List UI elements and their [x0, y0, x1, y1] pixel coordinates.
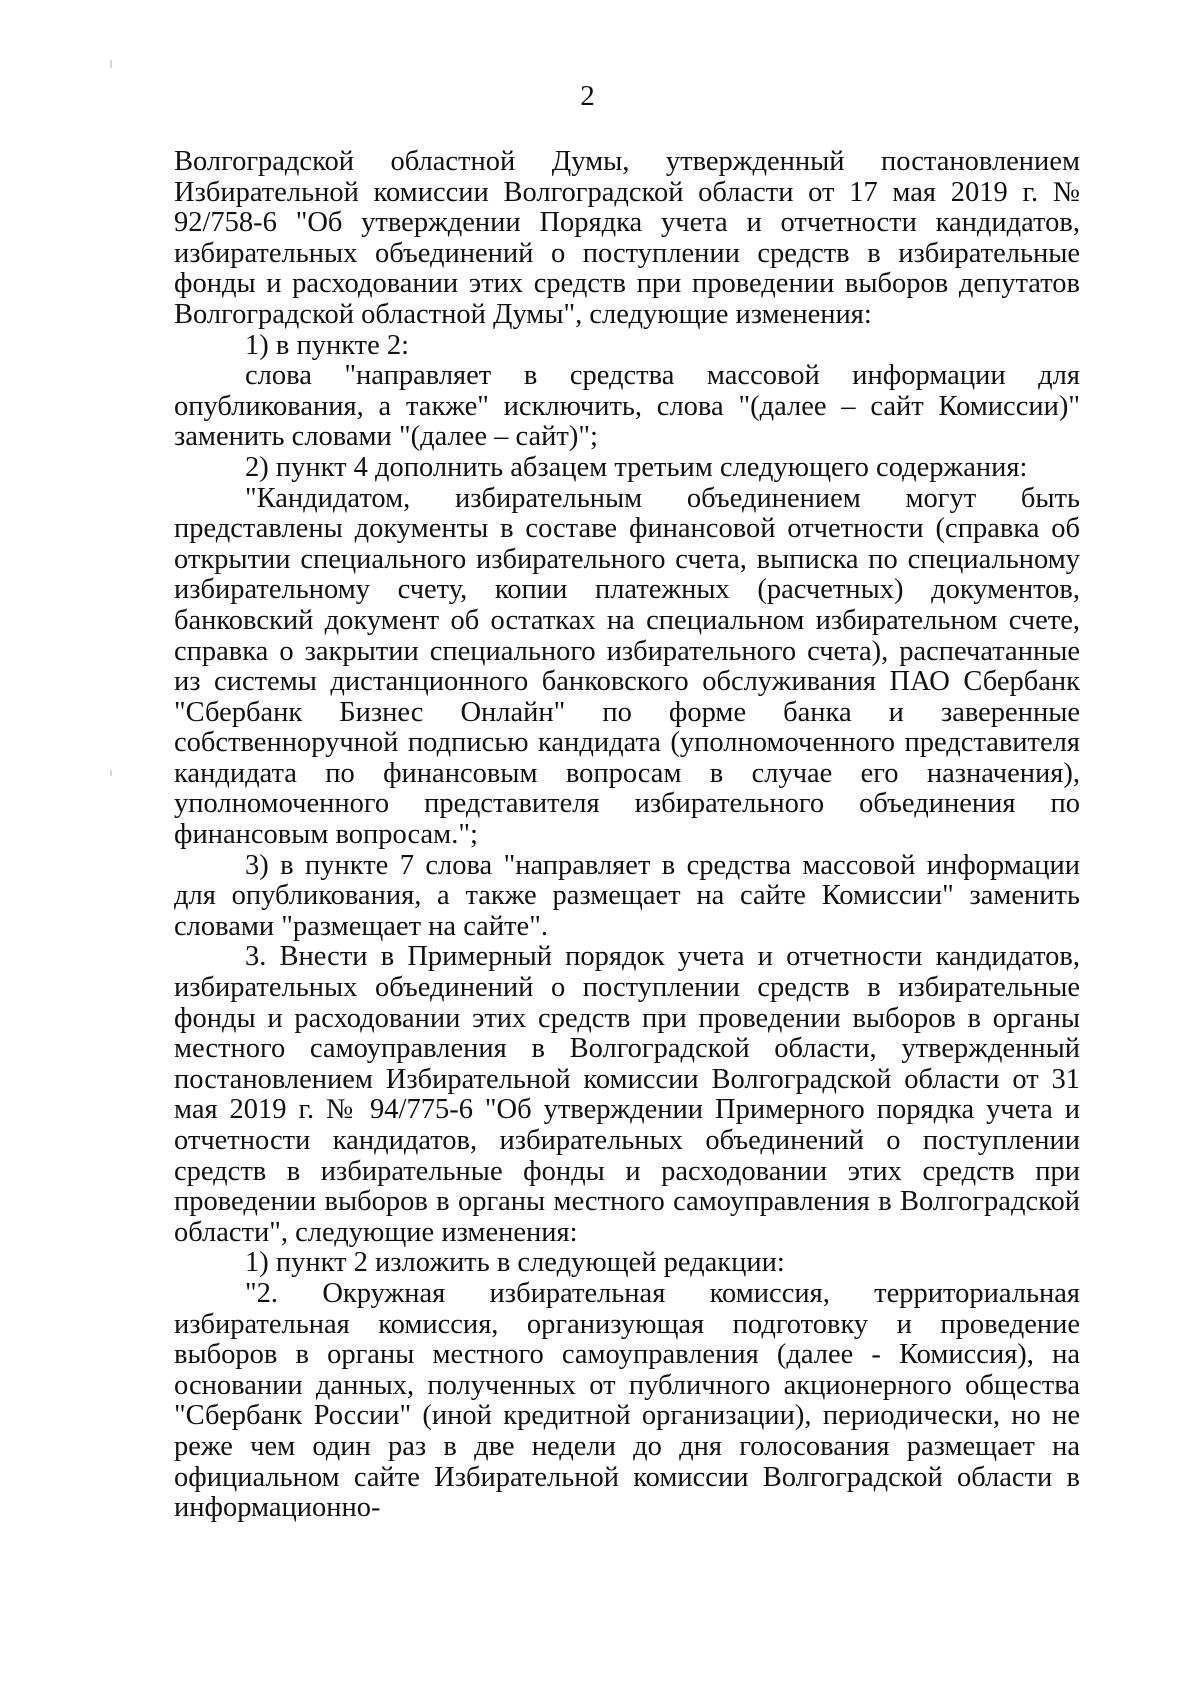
paragraph-item-2: 2) пункт 4 дополнить абзацем третьим следующего содержания: — [245, 451, 1028, 483]
paragraph-item-2-text: "Кандидатом, избирательным объединением могут быть представлены документы в составе финансовой отчетности (справка об открытии специального избирательного счета, выписка по специальному избирательному счету, копии платежных (расчетных) документов, банковский документ об остатках на специальном избирательном счете, справка о закрытии специального избирательного счета), распечатанные из системы дистанционного банковского обслуживания ПАО Сбербанк "Сбербанк Бизнес Онлайн" по форме банка и заверенные собственноручной подписью кандидата (уполномоченного представителя кандидата по финансовым вопросам в случае его назначения), уполномоченного представителя избирательного объединения по финансовым вопросам."; — [174, 482, 1080, 851]
paragraph-item-1: 1) в пункте 2: — [245, 329, 410, 361]
paragraph-intro: Волгоградской областной Думы, утвержденный постановлением Избирательной комиссии Волгоградской области от 17 мая 2019 г. № 92/758-6 "Об утверждении Порядка учета и отчетности кандидатов, избирательных объединений о поступлении средств в избирательные фонды и расходовании этих средств при проведении выборов депутатов Волгоградской областной Думы", следующие изменения: — [174, 146, 1080, 330]
document-body — [174, 147, 1080, 1524]
paragraph-section-3-item-1-text: "2. Окружная избирательная комиссия, территориальная избирательная комиссия, организующая подготовку и проведение выборов в органы местного самоуправления (далее - Комиссия), на основании данных, полученных от публичного акционерного общества "Сбербанк России" (иной кредитной организации), периодически, но не реже чем один раз в две недели до дня голосования размещает на официальном сайте Избирательной комиссии Волгоградской области в информационно- — [174, 1277, 1080, 1524]
scan-artifact — [110, 770, 112, 776]
page-number: 2 — [580, 80, 595, 112]
paragraph-section-3: 3. Внести в Примерный порядок учета и отчетности кандидатов, избирательных объединений о поступлении средств в избирательные фонды и расходовании этих средств при проведении выборов в органы местного самоуправления в Волгоградской области, утвержденный постановлением Избирательной комиссии Волгоградской области от 31 мая 2019 г. № 94/775-6 "Об утверждении Примерного порядка учета и отчетности кандидатов, избирательных объединений о поступлении средств в избирательные фонды и расходовании этих средств при проведении выборов в органы местного самоуправления в Волгоградской области", следующие изменения: — [174, 941, 1080, 1248]
scan-artifact — [110, 60, 112, 68]
paragraph-section-3-item-1: 1) пункт 2 изложить в следующей редакции: — [245, 1247, 785, 1279]
paragraph-item-3: 3) в пункте 7 слова "направляет в средства массовой информации для опубликования, а также размещает на сайте Комиссии" заменить словами "размещает на сайте". — [174, 849, 1080, 942]
paragraph-item-1-text: слова "направляет в средства массовой информации для опубликования, а также" исключить, слова "(далее – сайт Комиссии)" заменить словами "(далее – сайт)"; — [174, 360, 1080, 453]
